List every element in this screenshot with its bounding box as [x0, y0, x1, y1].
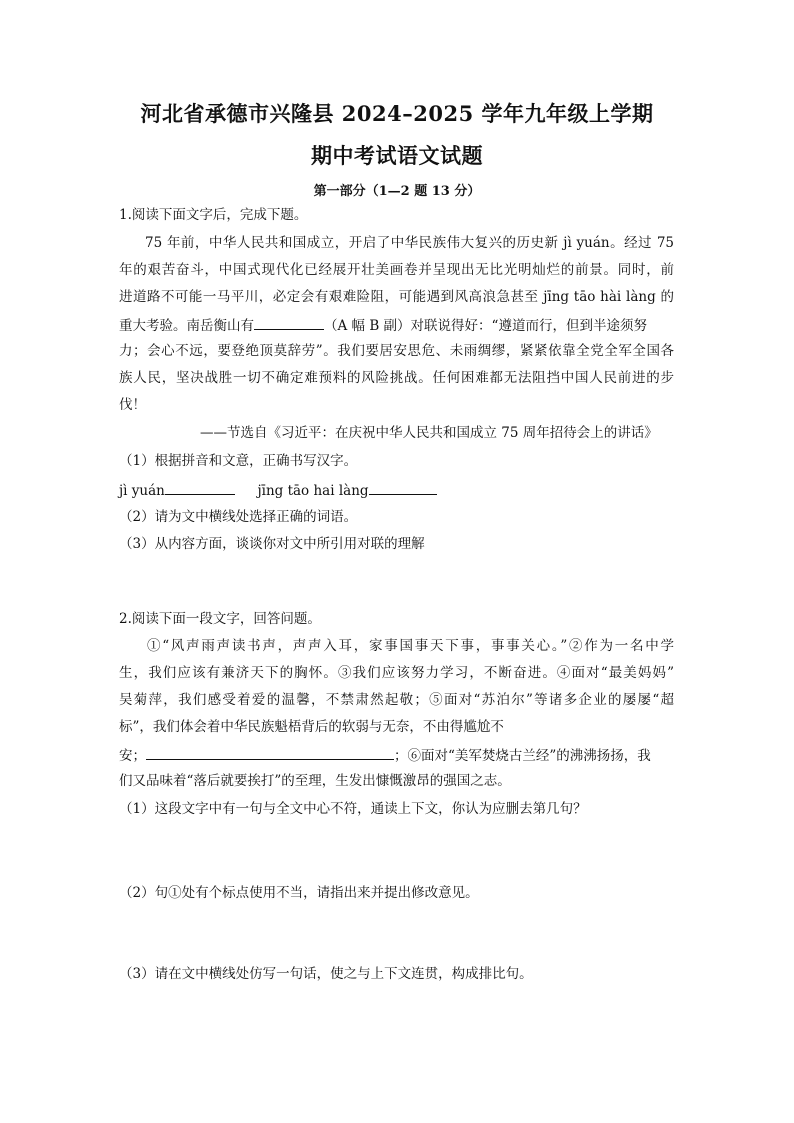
q2-sub-question-2: （2）句①处有个标点使用不当，请指出来并提出修改意见。: [119, 885, 479, 901]
q1-sub-question-2: （2）请为文中横线处选择正确的词语。: [119, 509, 358, 525]
q1-paragraph-line: 进道路不可能一马平川，必定会有艰难险阻，可能遇到风高浪急甚至 jīng tāo hài làng 的: [119, 289, 674, 305]
exam-subtitle: 期中考试语文试题: [311, 143, 483, 168]
q2-paragraph-line: 标”，我们体会着中华民族魁梧背后的软弱与无奈，不由得尴尬不: [119, 719, 504, 735]
q1-paragraph-line: [119, 315, 647, 335]
q2-paragraph-line: 吴菊萍，我们感受着爱的温馨，不禁肃然起敬；⑤面对“苏泊尔”等诸多企业的屡屡“超: [119, 692, 674, 708]
q1-paragraph-line: 伐！: [119, 397, 146, 413]
q2-text-before-blank: 安；: [119, 748, 146, 764]
q1-paragraph-line: 75 年前，中华人民共和国成立，开启了中华民族伟大复兴的历史新 jì yuán。经过 75: [145, 235, 674, 251]
pinyin-prompt-2: jīng tāo hai làng: [257, 483, 369, 499]
q2-sub-question-1: （1）这段文字中有一句与全文中心不符，通读上下文，你认为应删去第几句？: [119, 801, 587, 817]
q1-word-choice-blank[interactable]: [254, 315, 324, 330]
q1-text-before-blank: 重大考验。南岳衡山有: [119, 318, 254, 334]
q1-text-after-blank: （A 幅 B 副）对联说得好：“遵道而行，但到半途须努: [324, 318, 647, 334]
q2-paragraph-line: 生，我们应该有兼济天下的胸怀。③我们应该努力学习，不断奋进。④面对“最美妈妈”: [119, 665, 674, 681]
q2-paragraph-line: [119, 745, 651, 765]
pinyin-answer-blank-2[interactable]: [369, 480, 437, 495]
q1-paragraph-line: 族人民，坚决战胜一切不确定难预料的风险挑战。任何困难都无法阻挡中国人民前进的步: [119, 370, 674, 386]
q2-paragraph-line: 们又品味着“落后就要挨打”的至理，生发出慷慨激昂的强国之志。: [119, 773, 511, 789]
q2-text-after-blank: ；⑥面对“美军焚烧古兰经”的沸沸扬扬，我: [394, 748, 651, 764]
q1-source-citation: ——节选自《习近平：在庆祝中华人民共和国成立 75 周年招待会上的讲话》: [200, 425, 658, 441]
q2-imitation-blank[interactable]: [146, 745, 394, 760]
pinyin-answer-blank-1[interactable]: [165, 480, 235, 495]
q1-stem: 1.阅读下面文字后，完成下题。: [119, 207, 308, 223]
q1-sub-question-1: （1）根据拼音和文意，正确书写汉字。: [119, 453, 358, 469]
q1-sub-question-3: （3）从内容方面，谈谈你对文中所引用对联的理解: [119, 536, 425, 552]
q1-paragraph-line: 力；会心不远，要登绝顶莫辞劳”。我们要居安思危、未雨绸缪，紧紧依靠全党全军全国各: [119, 343, 674, 359]
q2-sub-question-3: （3）请在文中横线处仿写一句话，使之与上下文连贯，构成排比句。: [119, 966, 533, 982]
q1-pinyin-answer-row: [119, 480, 437, 500]
q2-stem: 2.阅读下面一段文字，回答问题。: [119, 611, 321, 627]
q1-paragraph-line: 年的艰苦奋斗，中国式现代化已经展开壮美画卷并呈现出无比光明灿烂的前景。同时，前: [119, 262, 674, 278]
pinyin-prompt-1: jì yuán: [119, 483, 165, 499]
q2-paragraph-line: ①“风声雨声读书声，声声入耳，家事国事天下事，事事关心。”②作为一名中学: [147, 638, 674, 654]
part-one-heading: 第一部分（1—2 题 13 分）: [313, 184, 481, 199]
exam-title: 河北省承德市兴隆县 2024–2025 学年九年级上学期: [140, 101, 654, 126]
